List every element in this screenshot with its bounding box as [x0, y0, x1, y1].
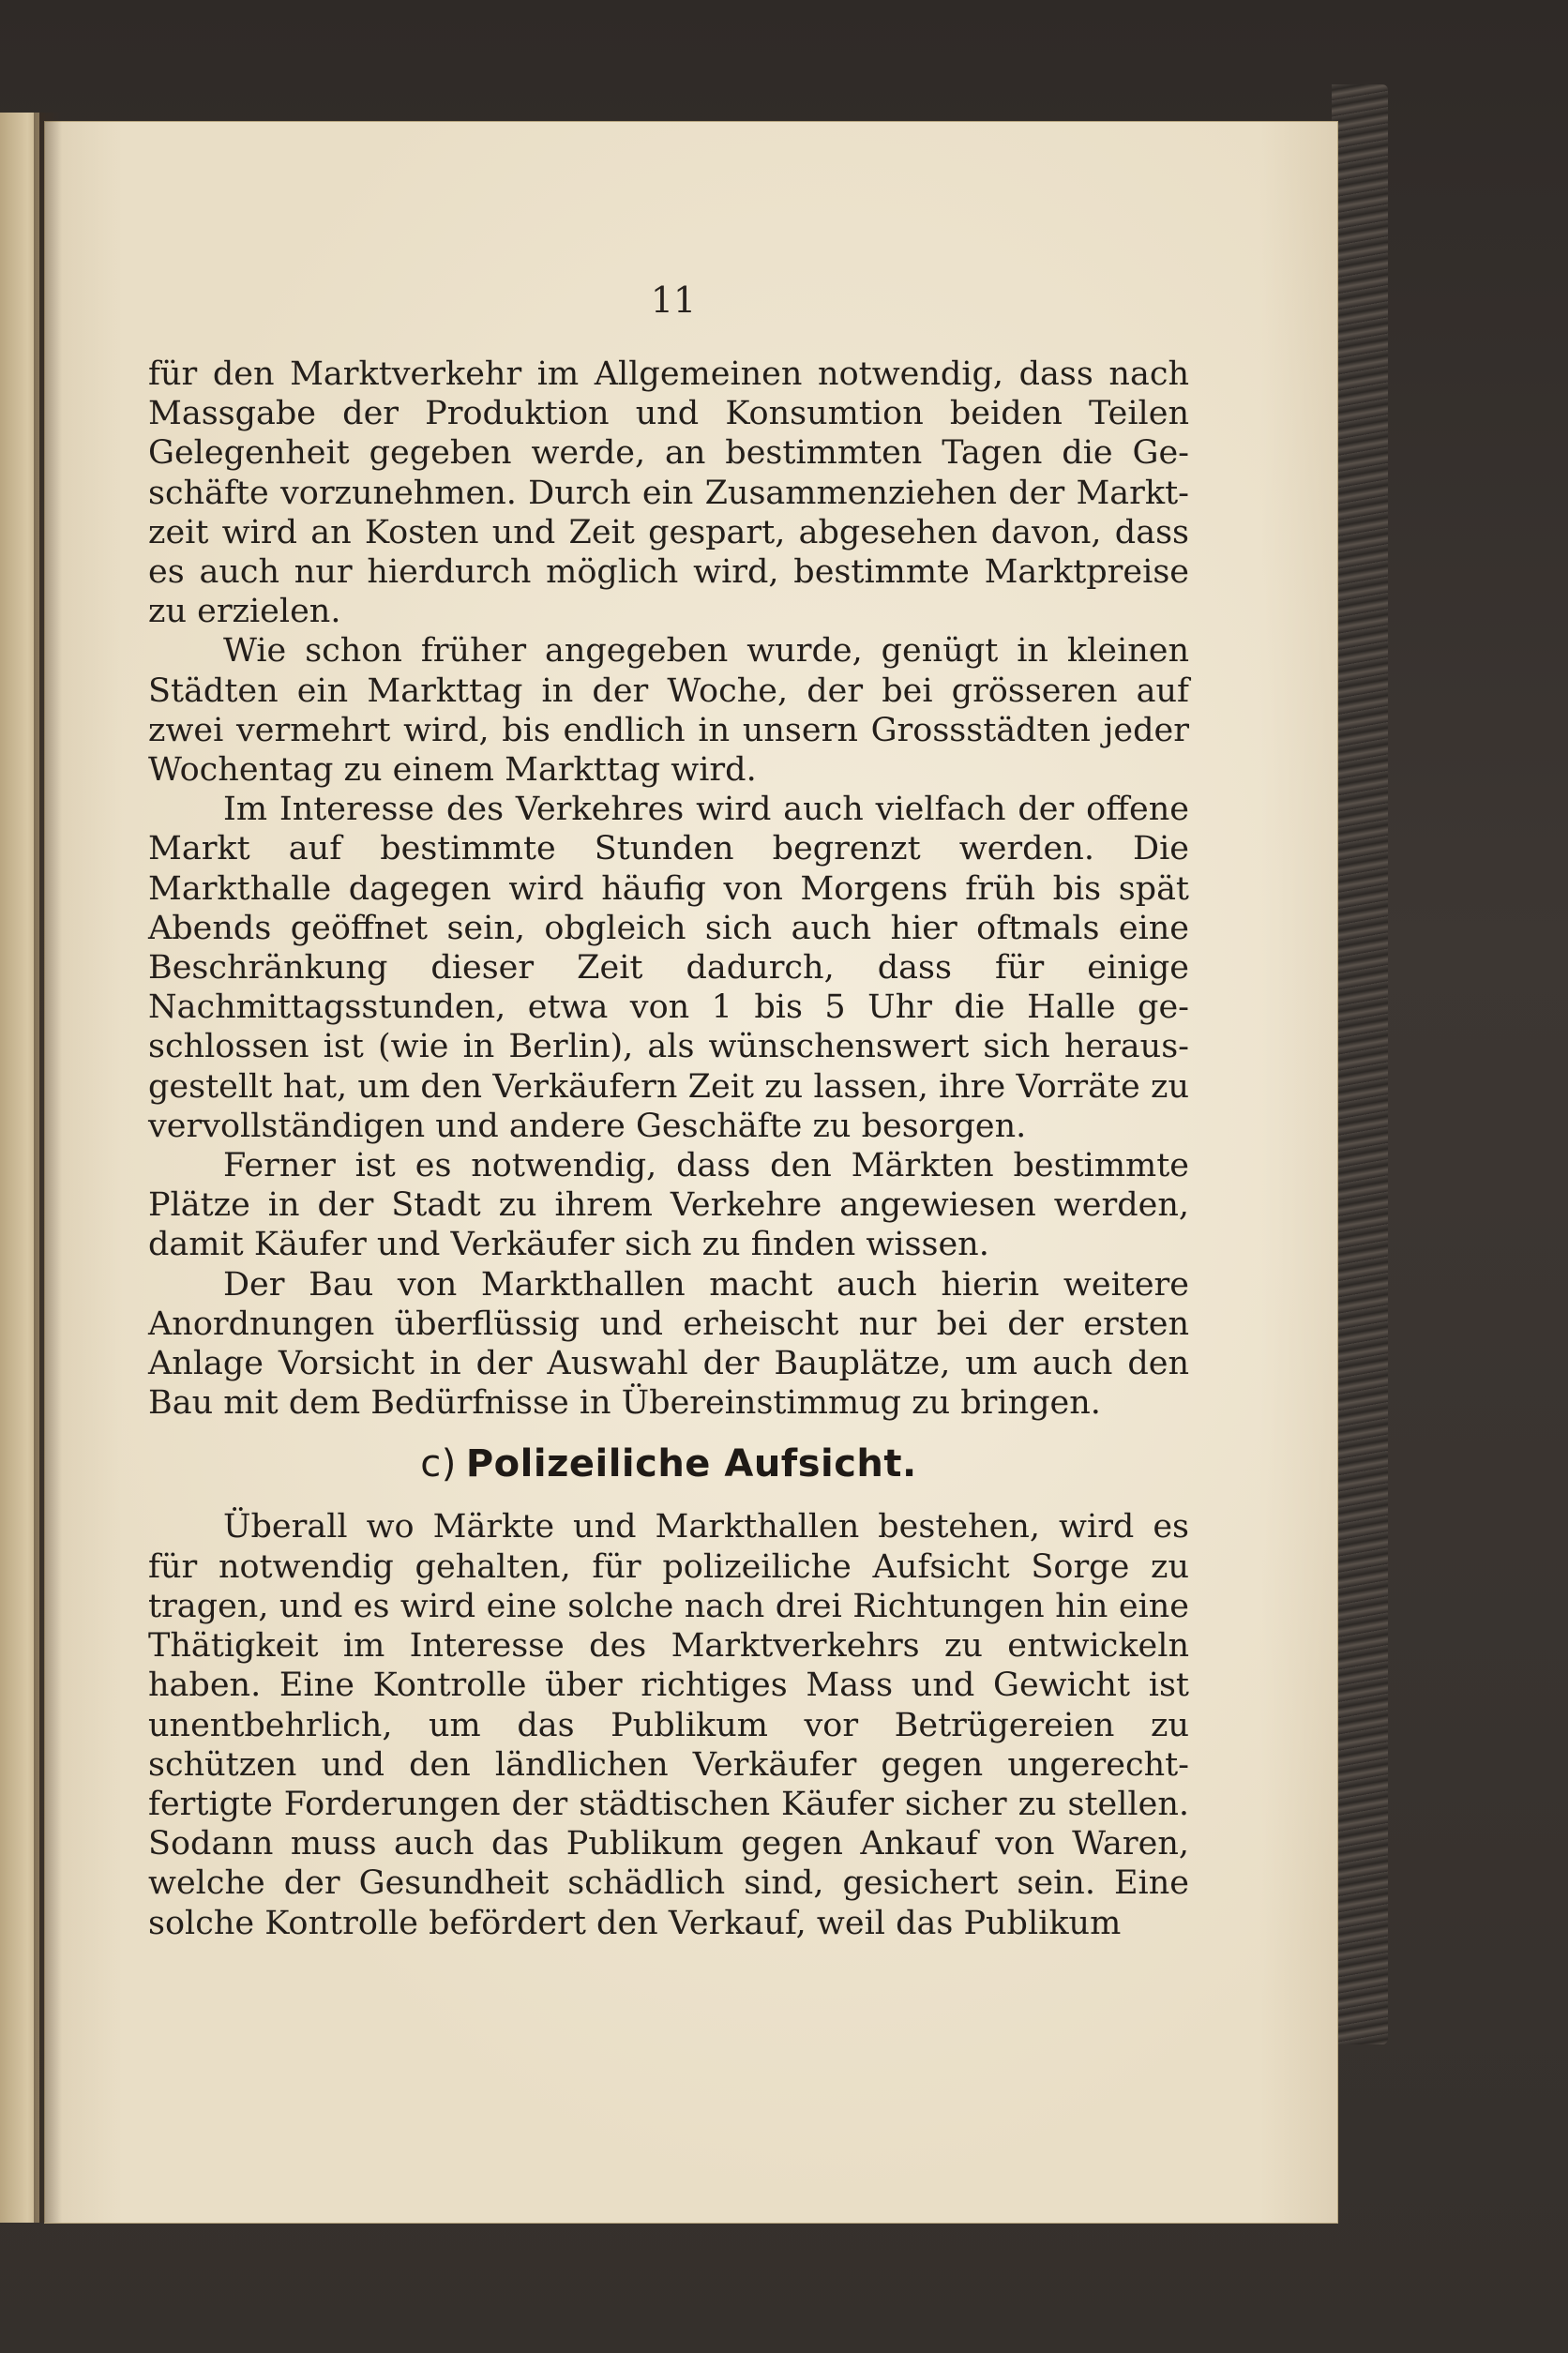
paragraph-opening-hours: Im Interesse des Verkehres wird auch vielfach der offene Markt auf bestimmte Stunden begrenzt werden. Die Markthalle dagegen wird häufig von Morgens früh bis spät Abends geöffnet sein, obgleich sich auch hier oftmals eine Beschränkung dieser Zeit dadurch, dass für einige Nachmittagsstunden, etwa von 1 bis 5 Uhr die Halle geschlossen ist (wie in Berlin), als wünschenswert sich herausgestellt hat, um den Verkäufern Zeit zu lassen, ihre Vorräte zu vervollständigen und andere Geschäfte zu besorgen.	[148, 791, 1189, 1145]
book-page	[45, 122, 1337, 2223]
book-cover-edge	[1332, 84, 1388, 2044]
paragraph-market-halls: Der Bau von Markthallen macht auch hierin weitere Anordnungen überflüssig und erheischt nur bei der ersten Anlage Vorsicht in der Auswahl der Bauplätze, um auch den Bau mit dem Bedürfnisse in Übereinstimmug zu bringen.	[148, 1265, 1189, 1423]
page-text	[148, 354, 1189, 1943]
paragraph-market-days: Wie schon früher angegeben wurde, genügt in kleinen Städten ein Markttag in der Woche, der bei grösseren auf zwei vermehrt wird, bis endlich in unsern Grossstädten jeder Wochentag zu einem Markttag wird.	[148, 632, 1189, 790]
paragraph-police-supervision: Überall wo Märkte und Markthallen bestehen, wird es für notwendig gehalten, für polizeiliche Aufsicht Sorge zu tragen, und es wird eine solche nach drei Richtungen hin eine Thätigkeit im Interesse des Marktverkehrs zu entwickeln haben. Eine Kontrolle über richtiges Mass und Gewicht ist unentbehrlich, um das Publikum vor Betrügereien zu schützen und den ländlichen Verkäufer gegen ungerechtfertigte Forderungen der städtischen Käufer sicher zu stellen. Sodann muss auch das Publikum gegen Ankauf von Waren, welche der Gesundheit schädlich sind, gesichert sein. Eine solche Kontrolle befördert den Verkauf, weil das Publikum	[148, 1508, 1189, 1942]
paragraph-market-places: Ferner ist es notwendig, dass den Märkten bestimmte Plätze in der Stadt zu ihrem Verkehre angewiesen werden, damit Käufer und Verkäufer sich zu finden wissen.	[148, 1147, 1189, 1264]
page-number: 11	[650, 279, 697, 321]
section-label: c)	[420, 1442, 457, 1486]
section-title: Polizeiliche Aufsicht.	[465, 1442, 917, 1486]
section-heading	[148, 1441, 1189, 1486]
paragraph-continued: für den Marktverkehr im Allgemeinen notwendig, dass nach Massgabe der Produktion und Konsumtion beiden Teilen Gelegenheit gegeben werde, an bestimmten Tagen die Geschäfte vorzunehmen. Durch ein Zusammenziehen der Marktzeit wird an Kosten und Zeit gespart, abgesehen davon, dass es auch nur hierdurch möglich wird, bestimmte Marktpreise zu erzielen.	[148, 355, 1189, 631]
gutter-shadow	[34, 113, 62, 2223]
